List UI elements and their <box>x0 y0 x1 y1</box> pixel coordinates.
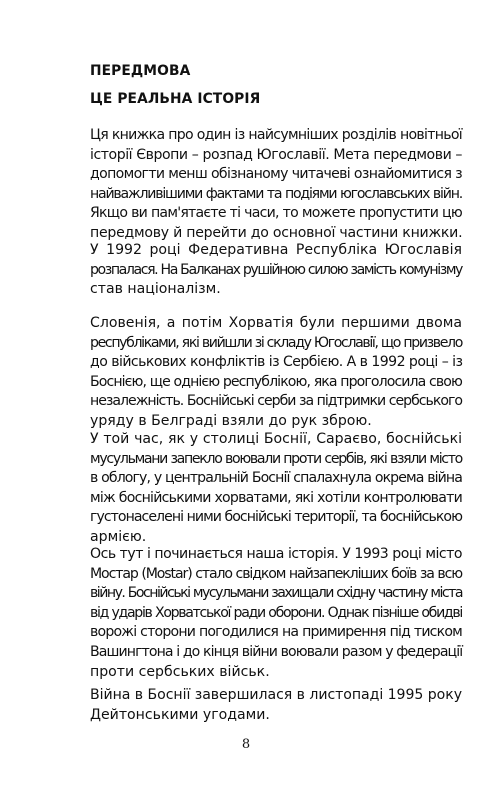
paragraph-line: ворожі сторони погодилися на примирення під тиском <box>90 624 462 641</box>
paragraph-line: Ось тут і починається наша історія. У 1993 році місто <box>90 546 462 562</box>
paragraph-line: Мостар (Mostar) стало свідком найзапекліших боїв за всю <box>90 565 462 582</box>
paragraph-line: проти сербських військ. <box>90 663 270 680</box>
paragraph-sarajevo <box>90 430 462 548</box>
paragraph-line: Якщо ви пам'ятаєте ті часи, то можете пропустити цю <box>90 205 462 222</box>
paragraph-line: Вашингтона і до кінця війни воювали разом у федерації <box>90 643 463 660</box>
paragraph-line: Боснією, ще однією республікою, яка проголосила свою <box>90 373 462 390</box>
paragraph-line: армією. <box>90 528 147 545</box>
paragraph-line: уряду в Белграді взяли до рук зброю. <box>90 412 372 429</box>
paragraph-line: Ця книжка про один із найсумніших розділів новітньої <box>90 127 462 143</box>
paragraph-line: допомогти менш обізнаному читачеві ознайомитися з <box>90 166 462 183</box>
paragraph-slovenia-croatia <box>90 314 462 432</box>
paragraph-dayton <box>90 686 462 725</box>
paragraph-line: історії Європи – розпад Югославії. Мета передмови – <box>90 146 462 163</box>
preface-subtitle: ЦЕ РЕАЛЬНА ІСТОРІЯ <box>90 91 261 107</box>
paragraph-line: Війна в Боснії завершилася в листопаді 1995 року <box>90 687 462 703</box>
paragraph-line: республіками, які вийшли зі складу Югославії, що призвело <box>90 334 462 351</box>
paragraph-intro <box>90 126 462 244</box>
paragraph-line: до військових конфліктів із Сербією. А в 1992 році – із <box>90 354 463 371</box>
paragraph-line: війну. Боснійські мусульмани захищали східну частину міста <box>90 585 462 602</box>
paragraph-line: У той час, як у столиці Боснії, Сараєво, боснійські <box>90 431 462 447</box>
paragraph-line: між боснійськими хорватами, які хотіли контролювати <box>90 489 462 506</box>
paragraph-line: розпалася. На Балканах рушійною силою замість комунізму <box>90 261 462 278</box>
paragraph-line: мусульмани запекло воювали проти сербів, які взяли місто <box>90 450 462 467</box>
paragraph-line: густонаселені ними боснійські території, та боснійською <box>90 509 462 526</box>
paragraph-line: Дейтонськими угодами. <box>90 706 270 723</box>
paragraph-line: став націоналізм. <box>90 281 221 298</box>
preface-heading: ПЕРЕДМОВА <box>90 63 191 79</box>
paragraph-yugoslavia-1992 <box>90 241 462 300</box>
paragraph-line: в облогу, у центральній Боснії спалахнула окрема війна <box>90 470 462 487</box>
paragraph-line: найважливішими фактами та подіями югославських війн. <box>90 185 462 202</box>
paragraph-line: незалежність. Боснійські серби за підтримки сербського <box>90 393 462 410</box>
page-number: 8 <box>241 737 251 752</box>
paragraph-line: від ударів Хорватської ради оборони. Однак пізніше обидві <box>90 604 462 621</box>
paragraph-line: Словенія, а потім Хорватія були першими двома <box>90 315 462 331</box>
paragraph-line: передмову й перейти до основної частини книжки. <box>90 224 463 241</box>
paragraph-line: У 1992 році Федеративна Республіка Югославія <box>90 242 462 258</box>
paragraph-mostar <box>90 545 462 682</box>
